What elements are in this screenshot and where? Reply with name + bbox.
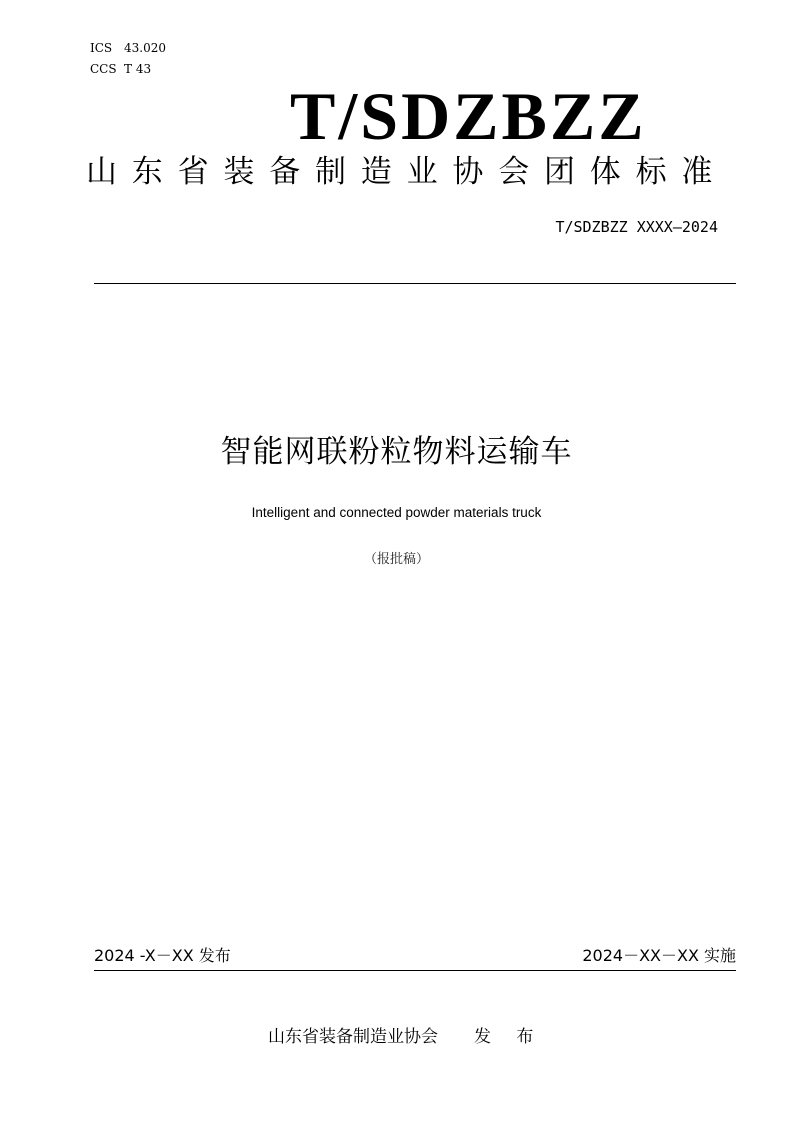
classification-block	[90, 38, 166, 80]
footer-divider	[94, 970, 736, 971]
publish-action: 发 布	[474, 1027, 544, 1047]
publisher-name: 山东省装备制造业协会	[268, 1027, 438, 1047]
ccs-row	[90, 59, 166, 80]
header-divider	[94, 283, 736, 284]
ccs-value: T 43	[124, 62, 152, 76]
ccs-label: CCS	[90, 62, 117, 76]
standard-code: T/SDZBZZ XXXX—2024	[555, 218, 718, 236]
standard-brand: T/SDZBZZ	[290, 78, 647, 154]
ics-label: ICS	[90, 41, 113, 55]
organization-title: 山东省装备制造业协会团体标准	[86, 154, 728, 190]
ics-row	[90, 38, 166, 59]
implement-date: 2024－XX－XX 实施	[582, 946, 736, 965]
publish-date: 2024 -X－XX 发布	[94, 946, 231, 965]
document-title-en: Intelligent and connected powder materials truck	[251, 505, 542, 520]
document-title-cn: 智能网联粉粒物料运输车	[220, 434, 573, 470]
ics-value: 43.020	[124, 41, 166, 55]
draft-status: （报批稿）	[363, 552, 429, 567]
publisher-line	[268, 1024, 543, 1050]
